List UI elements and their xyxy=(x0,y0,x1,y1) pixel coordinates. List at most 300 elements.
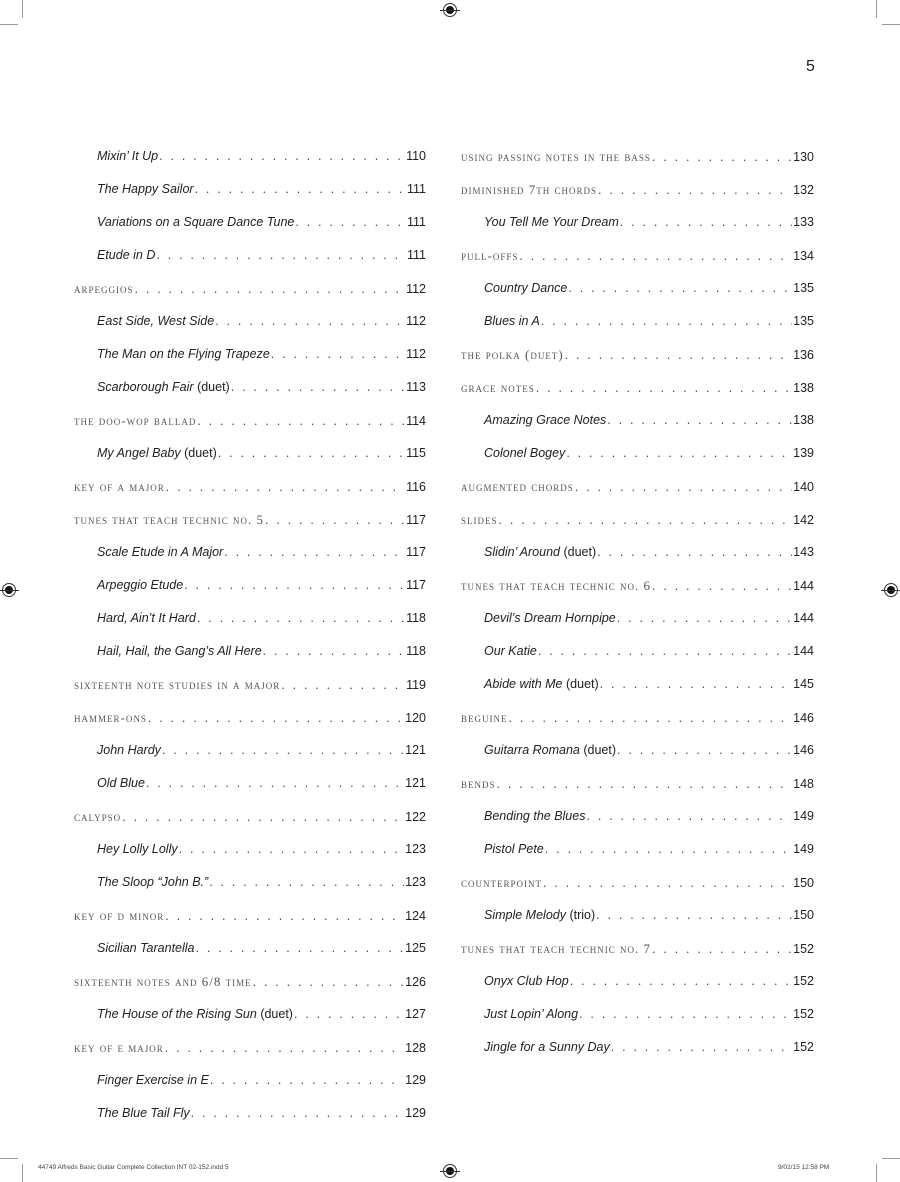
toc-entry-title xyxy=(484,899,595,932)
toc-entry-page-number: 130 xyxy=(793,150,814,164)
toc-section-entry xyxy=(74,404,426,437)
toc-entry-page-number: 110 xyxy=(406,149,426,163)
dot-leader xyxy=(184,569,405,602)
dot-leader xyxy=(652,570,792,602)
toc-entry-title xyxy=(461,338,564,371)
toc-entry-note: (duet) xyxy=(583,743,617,757)
dot-leader xyxy=(519,240,792,272)
dot-leader xyxy=(575,471,792,503)
toc-entry-title xyxy=(461,173,597,206)
toc-entry-title xyxy=(74,272,134,305)
toc-entry-page-number: 152 xyxy=(793,974,814,988)
toc-entry-title xyxy=(97,866,208,899)
toc-entry-title-text: Scarborough Fair xyxy=(97,380,194,394)
toc-entry-title-text: Hard, Ain’t It Hard xyxy=(97,611,196,625)
dot-leader xyxy=(543,867,792,899)
toc-entry-page-number: 152 xyxy=(793,942,814,956)
toc-entry-title xyxy=(484,635,537,668)
dot-leader xyxy=(191,1097,405,1130)
toc-entry-page-number: 117 xyxy=(406,513,426,527)
toc-song-entry xyxy=(74,305,426,338)
toc-entry-page-number: 152 xyxy=(793,1040,814,1054)
dot-leader xyxy=(600,668,792,701)
toc-entry-page-number: 144 xyxy=(793,644,814,658)
dot-leader xyxy=(566,437,792,470)
dot-leader xyxy=(509,702,793,734)
dot-leader xyxy=(536,372,792,404)
toc-entry-title-text: The House of the Rising Sun xyxy=(97,1007,257,1021)
toc-entry-page-number: 129 xyxy=(405,1073,426,1087)
toc-section-entry xyxy=(461,569,814,602)
toc-entry-title-text: key of d minor xyxy=(74,908,165,923)
dot-leader xyxy=(166,471,405,503)
toc-entry-page-number: 124 xyxy=(405,909,426,923)
crop-mark-bottom-left xyxy=(0,1158,18,1159)
toc-entry-title-text: Variations on a Square Dance Tune xyxy=(97,215,295,229)
toc-entry-title xyxy=(484,800,585,833)
toc-entry-page-number: 117 xyxy=(406,578,426,592)
toc-entry-title xyxy=(484,437,565,470)
toc-entry-title-text: sixteenth notes and 6/8 time xyxy=(74,974,252,989)
dot-leader xyxy=(499,504,793,536)
toc-entry-page-number: 142 xyxy=(793,513,814,527)
dot-leader xyxy=(196,932,405,965)
footer-file-info: 44749 Alfreds Basic Guitar Complete Collection INT 02-152.indd 5 xyxy=(38,1164,229,1171)
toc-entry-title-text: Just Lopin’ Along xyxy=(484,1007,579,1021)
toc-entry-title-text: Hail, Hail, the Gang’s All Here xyxy=(97,644,262,658)
toc-entry-title-text: Sicilian Tarantella xyxy=(97,941,195,955)
toc-entry-title-text: My Angel Baby xyxy=(97,446,181,460)
toc-entry-title xyxy=(97,239,155,272)
toc-entry-title-text: The Sloop “John B.” xyxy=(97,875,209,889)
toc-entry-title xyxy=(74,965,252,998)
toc-right-column xyxy=(461,140,814,1064)
toc-entry-note: (duet) xyxy=(566,677,599,691)
dot-leader xyxy=(611,1031,792,1064)
crop-mark-top-right-vertical xyxy=(876,0,877,18)
dot-leader xyxy=(215,305,405,338)
registration-mark-right-icon xyxy=(884,583,898,597)
toc-entry-title xyxy=(461,866,542,899)
toc-entry-title-text: The Happy Sailor xyxy=(97,182,194,196)
toc-song-entry xyxy=(74,767,426,800)
toc-entry-page-number: 112 xyxy=(406,314,426,328)
dot-leader xyxy=(607,404,792,437)
toc-entry-title-text: Amazing Grace Notes xyxy=(484,413,607,427)
toc-entry-title xyxy=(484,206,619,239)
dot-leader xyxy=(210,1064,404,1097)
toc-entry-page-number: 111 xyxy=(406,215,426,229)
toc-entry-page-number: 121 xyxy=(405,776,426,790)
toc-section-entry xyxy=(461,470,814,503)
registration-mark-bottom-icon xyxy=(443,1164,457,1178)
toc-entry-page-number: 119 xyxy=(406,678,426,692)
toc-section-entry xyxy=(461,140,814,173)
toc-entry-title xyxy=(97,140,158,173)
toc-entry-title-text: Country Dance xyxy=(484,281,568,295)
toc-entry-page-number: 149 xyxy=(793,809,814,823)
toc-entry-title-text: Mixin’ It Up xyxy=(97,149,159,163)
toc-entry-title xyxy=(74,800,121,833)
dot-leader xyxy=(179,833,405,866)
toc-song-entry xyxy=(74,1064,426,1097)
dot-leader xyxy=(598,174,792,206)
toc-entry-title xyxy=(484,965,569,998)
toc-entry-title-text: slides xyxy=(461,512,498,527)
toc-song-entry xyxy=(461,635,814,668)
toc-section-entry xyxy=(461,701,814,734)
toc-entry-title xyxy=(97,932,195,965)
dot-leader xyxy=(271,338,405,371)
toc-entry-title xyxy=(484,734,616,767)
toc-entry-title xyxy=(97,998,293,1031)
toc-section-entry xyxy=(461,239,814,272)
toc-entry-title xyxy=(97,767,145,800)
toc-song-entry xyxy=(461,833,814,866)
toc-song-entry xyxy=(74,998,426,1031)
toc-entry-title xyxy=(461,371,535,404)
dot-leader xyxy=(165,1032,404,1064)
toc-entry-page-number: 111 xyxy=(406,248,426,262)
toc-entry-title-text: using passing notes in the bass xyxy=(461,149,651,164)
toc-entry-title-text: Scale Etude in A Major xyxy=(97,545,224,559)
toc-entry-title xyxy=(461,569,651,602)
toc-entry-page-number: 115 xyxy=(406,446,426,460)
toc-entry-title-text: Onyx Club Hop xyxy=(484,974,569,988)
toc-section-entry xyxy=(74,668,426,701)
toc-song-entry xyxy=(461,305,814,338)
toc-entry-title-text: Slidin’ Around xyxy=(484,545,560,559)
dot-leader xyxy=(652,141,792,173)
dot-leader xyxy=(565,339,792,371)
toc-section-entry xyxy=(74,965,426,998)
toc-entry-title xyxy=(97,338,270,371)
dot-leader xyxy=(146,767,404,800)
dot-leader xyxy=(156,239,406,272)
toc-section-entry xyxy=(74,701,426,734)
toc-entry-page-number: 111 xyxy=(406,182,426,196)
toc-entry-title xyxy=(74,404,196,437)
toc-song-entry xyxy=(461,1031,814,1064)
toc-entry-title-text: Simple Melody xyxy=(484,908,566,922)
toc-entry-title-text: Hey Lolly Lolly xyxy=(97,842,178,856)
toc-entry-title-text: calypso xyxy=(74,809,122,824)
dot-leader xyxy=(294,998,404,1031)
toc-entry-title xyxy=(97,1097,190,1130)
dot-leader xyxy=(568,272,792,305)
toc-entry-page-number: 129 xyxy=(405,1106,426,1120)
toc-entry-page-number: 121 xyxy=(405,743,426,757)
registration-mark-top-icon xyxy=(443,3,457,17)
dot-leader xyxy=(224,536,405,569)
toc-entry-title-text: pull-offs xyxy=(461,248,519,263)
toc-entry-title xyxy=(461,701,508,734)
toc-entry-page-number: 139 xyxy=(793,446,814,460)
page-number: 5 xyxy=(806,58,815,75)
toc-song-entry xyxy=(74,536,426,569)
toc-entry-title-text: Pistol Pete xyxy=(484,842,544,856)
toc-song-entry xyxy=(74,371,426,404)
toc-entry-page-number: 145 xyxy=(793,677,814,691)
toc-song-entry xyxy=(461,734,814,767)
dot-leader xyxy=(597,536,792,569)
toc-entry-title-text: Finger Exercise in E xyxy=(97,1073,209,1087)
dot-leader xyxy=(231,371,405,404)
toc-song-entry xyxy=(461,602,814,635)
toc-entry-page-number: 113 xyxy=(406,380,426,394)
toc-entry-title-text: Bending the Blues xyxy=(484,809,586,823)
toc-song-entry xyxy=(74,866,426,899)
toc-entry-title xyxy=(74,470,165,503)
toc-entry-page-number: 148 xyxy=(793,777,814,791)
dot-leader xyxy=(265,504,405,536)
dot-leader xyxy=(122,801,404,833)
toc-entry-title xyxy=(97,635,262,668)
toc-song-entry xyxy=(74,833,426,866)
toc-entry-page-number: 144 xyxy=(793,611,814,625)
toc-entry-page-number: 123 xyxy=(405,875,426,889)
toc-song-entry xyxy=(461,899,814,932)
toc-entry-title-text: Guitarra Romana xyxy=(484,743,580,757)
toc-entry-title-text: Jingle for a Sunny Day xyxy=(484,1040,610,1054)
toc-entry-title-text: Arpeggio Etude xyxy=(97,578,184,592)
dot-leader xyxy=(148,702,404,734)
toc-song-entry xyxy=(461,404,814,437)
toc-entry-title-text: the doo-wop ballad xyxy=(74,413,197,428)
toc-entry-title xyxy=(74,701,147,734)
toc-entry-title-text: tunes that teach technic no. 5 xyxy=(74,512,264,527)
registration-mark-left-icon xyxy=(2,583,16,597)
toc-entry-page-number: 112 xyxy=(406,282,426,296)
toc-entry-page-number: 138 xyxy=(793,381,814,395)
toc-entry-page-number: 118 xyxy=(406,611,426,625)
dot-leader xyxy=(652,933,792,965)
toc-entry-title-text: Blues in A xyxy=(484,314,540,328)
toc-song-entry xyxy=(74,338,426,371)
dot-leader xyxy=(620,206,792,239)
toc-entry-note: (duet) xyxy=(184,446,217,460)
toc-entry-page-number: 138 xyxy=(793,413,814,427)
toc-entry-page-number: 120 xyxy=(405,711,426,725)
crop-mark-bottom-right-vertical xyxy=(876,1164,877,1182)
toc-entry-page-number: 117 xyxy=(406,545,426,559)
toc-song-entry xyxy=(74,734,426,767)
toc-song-entry xyxy=(74,140,426,173)
dot-leader xyxy=(545,833,792,866)
toc-entry-page-number: 132 xyxy=(793,183,814,197)
toc-entry-title-text: hammer-ons xyxy=(74,710,147,725)
toc-entry-title xyxy=(484,668,599,701)
crop-mark-top-left xyxy=(0,24,18,25)
toc-entry-title-text: key of a major xyxy=(74,479,165,494)
toc-entry-note: (trio) xyxy=(569,908,596,922)
toc-entry-page-number: 128 xyxy=(405,1041,426,1055)
toc-entry-title-text: Our Katie xyxy=(484,644,537,658)
crop-mark-bottom-right xyxy=(882,1158,900,1159)
toc-song-entry xyxy=(74,932,426,965)
toc-entry-title-text: Old Blue xyxy=(97,776,145,790)
footer-timestamp: 9/02/15 12:58 PM xyxy=(778,1164,830,1171)
toc-entry-title xyxy=(74,1031,164,1064)
toc-entry-title xyxy=(74,503,264,536)
toc-entry-title xyxy=(484,998,578,1031)
toc-song-entry xyxy=(461,800,814,833)
dot-leader xyxy=(586,800,792,833)
toc-entry-title-text: Devil’s Dream Hornpipe xyxy=(484,611,616,625)
dot-leader xyxy=(218,437,405,470)
dot-leader xyxy=(162,734,404,767)
toc-song-entry xyxy=(74,437,426,470)
toc-entry-title-text: tunes that teach technic no. 6 xyxy=(461,578,651,593)
toc-entry-title-text: The Man on the Flying Trapeze xyxy=(97,347,270,361)
toc-entry-page-number: 123 xyxy=(405,842,426,856)
toc-entry-title-text: the polka (duet) xyxy=(461,347,564,362)
crop-mark-bottom-left-vertical xyxy=(22,1164,23,1182)
toc-song-entry xyxy=(74,635,426,668)
toc-entry-title-text: Etude in D xyxy=(97,248,156,262)
toc-song-entry xyxy=(74,239,426,272)
toc-entry-title-text: augmented chords xyxy=(461,479,574,494)
toc-song-entry xyxy=(461,965,814,998)
toc-entry-title xyxy=(484,404,606,437)
dot-leader xyxy=(497,768,793,800)
toc-entry-title xyxy=(461,767,496,800)
toc-entry-page-number: 144 xyxy=(793,579,814,593)
toc-entry-title-text: arpeggios xyxy=(74,281,134,296)
toc-entry-title xyxy=(461,470,574,503)
toc-entry-title xyxy=(97,437,217,470)
toc-entry-page-number: 136 xyxy=(793,348,814,362)
toc-song-entry xyxy=(461,272,814,305)
toc-section-entry xyxy=(461,371,814,404)
toc-song-entry xyxy=(461,668,814,701)
dot-leader xyxy=(541,305,792,338)
toc-song-entry xyxy=(74,602,426,635)
dot-leader xyxy=(195,173,406,206)
toc-section-entry xyxy=(461,173,814,206)
toc-entry-title-text: Abide with Me xyxy=(484,677,563,691)
toc-section-entry xyxy=(461,503,814,536)
toc-entry-page-number: 126 xyxy=(405,975,426,989)
toc-entry-title xyxy=(484,536,596,569)
toc-song-entry xyxy=(461,998,814,1031)
toc-section-entry xyxy=(74,272,426,305)
toc-song-entry xyxy=(461,206,814,239)
toc-entry-note: (duet) xyxy=(260,1007,293,1021)
toc-entry-page-number: 135 xyxy=(793,314,814,328)
toc-entry-title xyxy=(97,833,178,866)
toc-entry-title xyxy=(484,602,616,635)
toc-entry-page-number: 125 xyxy=(405,941,426,955)
toc-entry-title xyxy=(97,536,223,569)
toc-section-entry xyxy=(461,932,814,965)
dot-leader xyxy=(538,635,792,668)
toc-entry-title xyxy=(97,206,294,239)
toc-entry-title xyxy=(97,371,230,404)
toc-entry-page-number: 116 xyxy=(406,480,426,494)
toc-song-entry xyxy=(74,206,426,239)
crop-mark-top-right xyxy=(882,24,900,25)
toc-entry-page-number: 149 xyxy=(793,842,814,856)
dot-leader xyxy=(135,273,406,305)
toc-entry-title-text: counterpoint xyxy=(461,875,542,890)
toc-entry-title xyxy=(484,305,540,338)
toc-section-entry xyxy=(74,899,426,932)
toc-entry-title xyxy=(484,272,567,305)
toc-entry-title xyxy=(461,932,651,965)
toc-entry-title-text: East Side, West Side xyxy=(97,314,215,328)
dot-leader xyxy=(165,900,404,932)
toc-section-entry xyxy=(461,338,814,371)
toc-song-entry xyxy=(74,1097,426,1130)
toc-entry-title-text: tunes that teach technic no. 7 xyxy=(461,941,651,956)
toc-left-column xyxy=(74,140,426,1130)
toc-entry-page-number: 152 xyxy=(793,1007,814,1021)
dot-leader xyxy=(197,405,405,437)
dot-leader xyxy=(253,966,405,998)
toc-entry-note: (duet) xyxy=(563,545,597,559)
toc-entry-page-number: 118 xyxy=(406,644,426,658)
toc-song-entry xyxy=(74,173,426,206)
toc-entry-title xyxy=(97,1064,209,1097)
toc-entry-title xyxy=(74,668,280,701)
toc-entry-title xyxy=(74,899,164,932)
toc-entry-page-number: 150 xyxy=(793,876,814,890)
dot-leader xyxy=(263,635,405,668)
toc-entry-page-number: 133 xyxy=(793,215,814,229)
dot-leader xyxy=(295,206,406,239)
dot-leader xyxy=(617,602,792,635)
toc-entry-title-text: grace notes xyxy=(461,380,535,395)
dot-leader xyxy=(281,669,405,701)
toc-section-entry xyxy=(461,866,814,899)
dot-leader xyxy=(197,602,405,635)
toc-entry-title xyxy=(461,140,651,173)
toc-entry-page-number: 134 xyxy=(793,249,814,263)
toc-entry-title xyxy=(97,734,161,767)
toc-entry-title-text: sixteenth note studies in a major xyxy=(74,677,281,692)
toc-entry-page-number: 135 xyxy=(793,281,814,295)
toc-entry-page-number: 143 xyxy=(793,545,814,559)
toc-entry-title-text: beguine xyxy=(461,710,508,725)
dot-leader xyxy=(159,140,405,173)
dot-leader xyxy=(617,734,792,767)
toc-entry-title xyxy=(97,173,194,206)
toc-entry-title xyxy=(484,833,544,866)
dot-leader xyxy=(596,899,792,932)
toc-entry-page-number: 112 xyxy=(406,347,426,361)
dot-leader xyxy=(570,965,792,998)
toc-entry-title-text: John Hardy xyxy=(97,743,161,757)
toc-entry-title-text: Colonel Bogey xyxy=(484,446,566,460)
toc-entry-title-text: key of e major xyxy=(74,1040,164,1055)
toc-entry-title xyxy=(484,1031,610,1064)
toc-section-entry xyxy=(74,800,426,833)
dot-leader xyxy=(209,866,404,899)
toc-entry-title xyxy=(97,602,196,635)
toc-section-entry xyxy=(74,470,426,503)
toc-entry-page-number: 127 xyxy=(405,1007,426,1021)
toc-song-entry xyxy=(461,536,814,569)
toc-entry-page-number: 140 xyxy=(793,480,814,494)
toc-entry-page-number: 146 xyxy=(793,711,814,725)
toc-entry-title-text: bends xyxy=(461,776,496,791)
toc-section-entry xyxy=(74,503,426,536)
toc-section-entry xyxy=(461,767,814,800)
toc-entry-note: (duet) xyxy=(197,380,230,394)
toc-entry-title-text: The Blue Tail Fly xyxy=(97,1106,190,1120)
toc-entry-title xyxy=(97,305,214,338)
